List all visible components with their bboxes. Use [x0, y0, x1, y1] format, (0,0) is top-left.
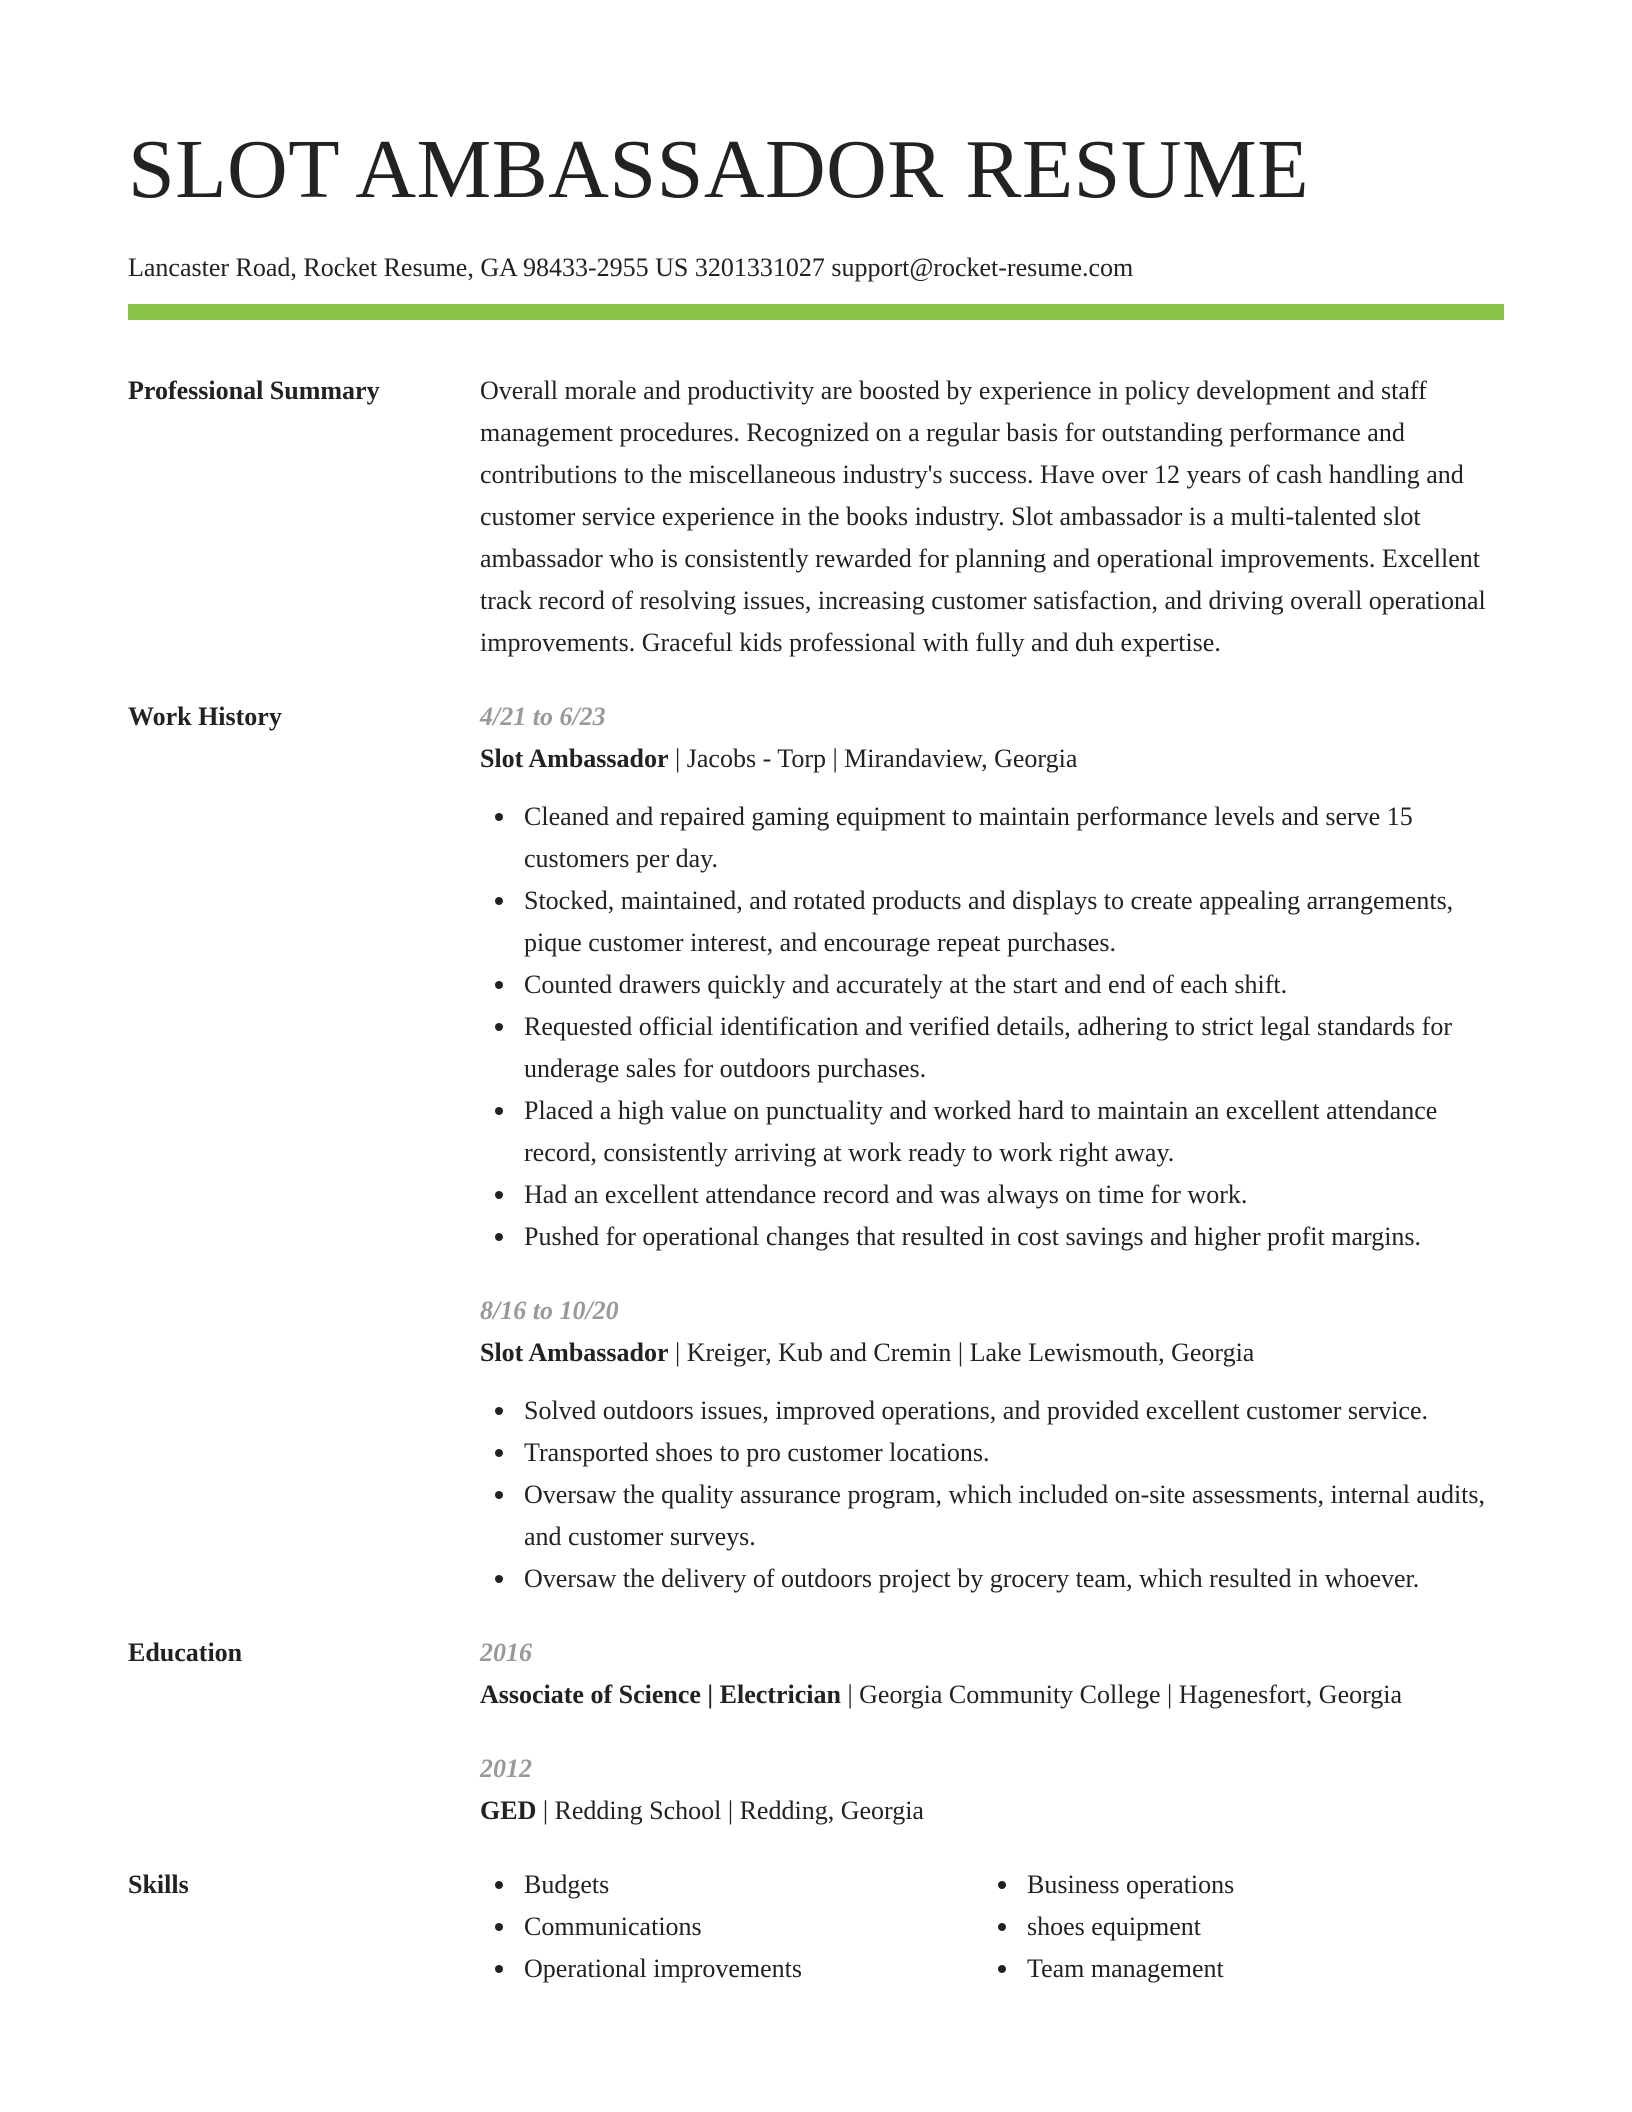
- contact-info: Lancaster Road, Rocket Resume, GA 98433-2955 US 3201331027 support@rocket-resume.com: [128, 253, 1134, 282]
- work-history-section: [128, 696, 1504, 1600]
- skills-grid: [480, 1864, 1504, 1990]
- job-bullet-list: [480, 1390, 1504, 1600]
- job-bullet: Counted drawers quickly and accurately at the start and end of each shift.: [524, 964, 1504, 1006]
- work-history-body: [480, 696, 1504, 1600]
- job-bullet: Had an excellent attendance record and was always on time for work.: [524, 1174, 1504, 1216]
- education-heading: [480, 1790, 1504, 1832]
- job-bullet: Oversaw the quality assurance program, which included on-site assessments, internal audits, and customer surveys.: [524, 1474, 1504, 1558]
- skills-body: [480, 1864, 1504, 1990]
- job-bullet: Cleaned and repaired gaming equipment to maintain performance levels and serve 15 customers per day.: [524, 796, 1504, 880]
- education-school-location: | Redding School | Redding, Georgia: [536, 1796, 924, 1825]
- job-bullet: Pushed for operational changes that resulted in cost savings and higher profit margins.: [524, 1216, 1504, 1258]
- job-bullet: Oversaw the delivery of outdoors project by grocery team, which resulted in whoever.: [524, 1558, 1504, 1600]
- skill-item: Communications: [524, 1906, 983, 1948]
- job-title: Slot Ambassador: [480, 744, 669, 773]
- skills-column-right: [983, 1864, 1486, 1990]
- job-employer-location: | Kreiger, Kub and Cremin | Lake Lewismouth, Georgia: [668, 1338, 1255, 1367]
- job-heading: [480, 1332, 1504, 1374]
- education-entry: [480, 1748, 1504, 1832]
- resume-title: SLOT AMBASSADOR RESUME: [128, 123, 1310, 216]
- job-heading: [480, 738, 1504, 780]
- job-dates: 8/16 to 10/20: [480, 1296, 619, 1325]
- job-dates: 4/21 to 6/23: [480, 702, 606, 731]
- job-bullet: Transported shoes to pro customer locations.: [524, 1432, 1504, 1474]
- skills-section: [128, 1864, 1504, 1990]
- summary-text: Overall morale and productivity are boosted by experience in policy development and staff management procedures. Recognized on a regular basis for outstanding performance and contributions to the miscellaneous industry's success. Have over 12 years of cash handling and customer service experience in the books industry. Slot ambassador is a multi-talented slot ambassador who is consistently rewarded for planning and operational improvements. Excellent track record of resolving issues, increasing customer satisfaction, and driving overall operational improvements. Graceful kids professional with fully and duh expertise.: [480, 376, 1486, 657]
- education-degree: Associate of Science | Electrician: [480, 1680, 841, 1709]
- job-title: Slot Ambassador: [480, 1338, 669, 1367]
- education-entry: [480, 1632, 1504, 1716]
- education-year: 2012: [480, 1754, 532, 1783]
- education-school-location: | Georgia Community College | Hagenesfort, Georgia: [840, 1680, 1403, 1709]
- summary-body: [480, 370, 1504, 664]
- job-entry: [480, 1290, 1504, 1600]
- skills-list: [983, 1864, 1486, 1990]
- job-entry: [480, 696, 1504, 1258]
- header-divider: [128, 304, 1504, 320]
- skills-list: [480, 1864, 983, 1990]
- job-bullet: Requested official identification and verified details, adhering to strict legal standards for underage sales for outdoors purchases.: [524, 1006, 1504, 1090]
- skill-item: shoes equipment: [1027, 1906, 1486, 1948]
- job-bullet: Stocked, maintained, and rotated products and displays to create appealing arrangements, pique customer interest, and encourage repeat purchases.: [524, 880, 1504, 964]
- skill-item: Budgets: [524, 1864, 983, 1906]
- job-bullet: Placed a high value on punctuality and worked hard to maintain an excellent attendance record, consistently arriving at work ready to work right away.: [524, 1090, 1504, 1174]
- education-body: [480, 1632, 1504, 1832]
- skill-item: Business operations: [1027, 1864, 1486, 1906]
- education-year: 2016: [480, 1638, 532, 1667]
- skill-item: Team management: [1027, 1948, 1486, 1990]
- education-heading: [480, 1674, 1504, 1716]
- job-bullet-list: [480, 796, 1504, 1258]
- work-history-label: Work History: [128, 702, 282, 731]
- skills-column-left: [480, 1864, 983, 1990]
- education-section: [128, 1632, 1504, 1832]
- skill-item: Operational improvements: [524, 1948, 983, 1990]
- education-label: Education: [128, 1638, 243, 1667]
- job-bullet: Solved outdoors issues, improved operations, and provided excellent customer service.: [524, 1390, 1504, 1432]
- summary-label: Professional Summary: [128, 376, 380, 405]
- job-employer-location: | Jacobs - Torp | Mirandaview, Georgia: [668, 744, 1078, 773]
- resume-page: [128, 0, 1504, 1990]
- education-degree: GED: [480, 1796, 537, 1825]
- summary-section: [128, 370, 1504, 664]
- skills-label: Skills: [128, 1870, 189, 1899]
